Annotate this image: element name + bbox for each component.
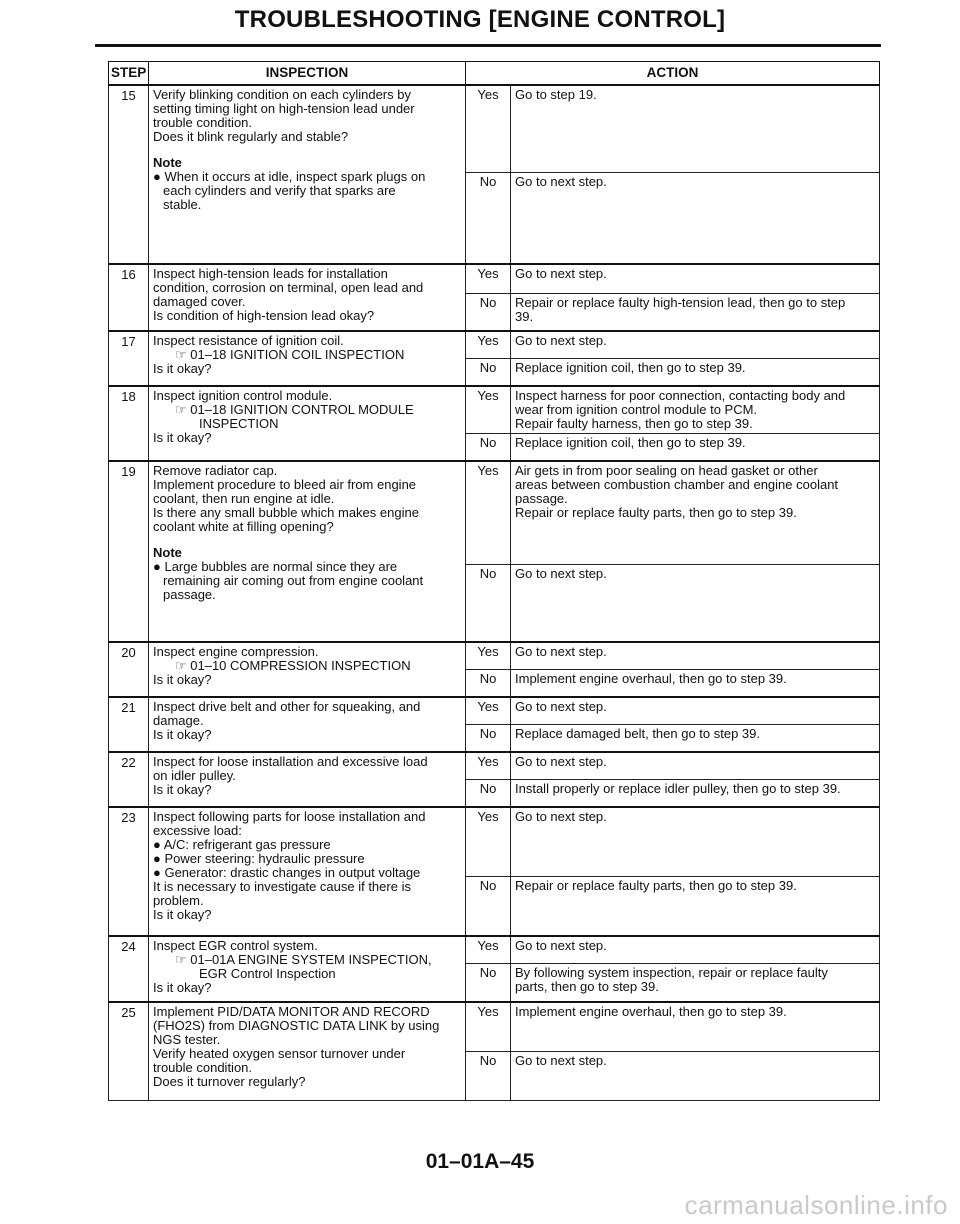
inspection-line: trouble condition. <box>153 115 253 130</box>
note-line: passage. <box>163 587 216 602</box>
inspection-line: Inspect for loose installation and excessive load <box>153 754 428 769</box>
action-line: areas between combustion chamber and engine coolant <box>515 477 839 492</box>
no-action <box>511 964 880 1003</box>
inspection-line: Inspect resistance of ignition coil. <box>153 333 344 348</box>
inspection-line: ☞ 01–18 IGNITION CONTROL MODULE <box>175 402 414 417</box>
no-label: No <box>466 565 511 643</box>
yes-label: Yes <box>466 1002 511 1052</box>
inspection-cell <box>149 936 466 1002</box>
page-number: 01–01A–45 <box>425 1150 535 1173</box>
inspection-line: ☞ 01–10 COMPRESSION INSPECTION <box>175 658 411 673</box>
inspection-cell <box>149 752 466 807</box>
table-body <box>109 85 880 1101</box>
inspection-line: NGS tester. <box>153 1032 221 1047</box>
inspection-line: Is it okay? <box>153 980 212 995</box>
inspection-cell <box>149 642 466 697</box>
step-number: 24 <box>109 936 149 1002</box>
action-line: Go to next step. <box>515 1053 607 1068</box>
no-action <box>511 670 880 698</box>
inspection-line: Is it okay? <box>153 907 212 922</box>
note-line: ● When it occurs at idle, inspect spark plugs on <box>153 169 426 184</box>
table-row <box>109 936 880 964</box>
no-label: No <box>466 877 511 937</box>
inspection-line: Inspect ignition control module. <box>153 388 333 403</box>
yes-label: Yes <box>466 697 511 725</box>
inspection-line: (FHO2S) from DIAGNOSTIC DATA LINK by using <box>153 1018 440 1033</box>
yes-action <box>511 697 880 725</box>
inspection-line: INSPECTION <box>199 416 279 431</box>
inspection-line: Inspect engine compression. <box>153 644 319 659</box>
inspection-line: ● A/C: refrigerant gas pressure <box>153 837 331 852</box>
inspection-line: Does it turnover regularly? <box>153 1074 306 1089</box>
inspection-line: Is it okay? <box>153 672 212 687</box>
no-label: No <box>466 1052 511 1101</box>
yes-action <box>511 936 880 964</box>
note-heading: Note <box>153 155 182 170</box>
inspection-line: damage. <box>153 713 204 728</box>
note-line: each cylinders and verify that sparks are <box>163 183 396 198</box>
yes-action <box>511 752 880 780</box>
step-number: 15 <box>109 85 149 264</box>
step-number: 20 <box>109 642 149 697</box>
note-line: ● Large bubbles are normal since they are <box>153 559 398 574</box>
note-line: stable. <box>163 197 202 212</box>
no-label: No <box>466 173 511 265</box>
table-row <box>109 1002 880 1052</box>
yes-label: Yes <box>466 331 511 359</box>
inspection-line: Inspect EGR control system. <box>153 938 318 953</box>
action-line: Repair faulty harness, then go to step 39. <box>515 416 753 431</box>
table-row <box>109 807 880 877</box>
action-line: Go to next step. <box>515 644 607 659</box>
table-header-row <box>109 62 880 86</box>
action-line: Go to next step. <box>515 699 607 714</box>
step-number: 22 <box>109 752 149 807</box>
no-action <box>511 877 880 937</box>
inspection-line: setting timing light on high-tension lead under <box>153 101 415 116</box>
table-row <box>109 85 880 173</box>
inspection-cell <box>149 461 466 642</box>
action-line: Replace ignition coil, then go to step 39. <box>515 360 746 375</box>
title-rule <box>95 44 881 47</box>
table-row <box>109 264 880 294</box>
yes-label: Yes <box>466 807 511 877</box>
action-line: Repair or replace faulty parts, then go to step 39. <box>515 878 797 893</box>
inspection-line: excessive load: <box>153 823 242 838</box>
no-label: No <box>466 294 511 332</box>
action-line: wear from ignition control module to PCM. <box>515 402 758 417</box>
no-label: No <box>466 964 511 1003</box>
inspection-line: damaged cover. <box>153 294 246 309</box>
action-line: Implement engine overhaul, then go to step 39. <box>515 1004 787 1019</box>
inspection-cell <box>149 697 466 752</box>
action-line: Go to next step. <box>515 809 607 824</box>
yes-label: Yes <box>466 752 511 780</box>
no-label: No <box>466 359 511 387</box>
header-step: STEP <box>109 62 149 86</box>
no-label: No <box>466 434 511 462</box>
inspection-line: ☞ 01–01A ENGINE SYSTEM INSPECTION, <box>175 952 432 967</box>
inspection-line: ☞ 01–18 IGNITION COIL INSPECTION <box>175 347 405 362</box>
inspection-line: EGR Control Inspection <box>199 966 336 981</box>
inspection-line: ● Generator: drastic changes in output voltage <box>153 865 421 880</box>
header-inspection: INSPECTION <box>149 62 466 86</box>
yes-label: Yes <box>466 461 511 565</box>
no-action <box>511 173 880 265</box>
inspection-line: Inspect drive belt and other for squeaking, and <box>153 699 421 714</box>
inspection-line: Implement procedure to bleed air from engine <box>153 477 417 492</box>
action-line: Repair or replace faulty high-tension lead, then go to step <box>515 295 846 310</box>
inspection-cell <box>149 1002 466 1101</box>
no-action <box>511 565 880 643</box>
yes-action <box>511 461 880 565</box>
step-number: 16 <box>109 264 149 331</box>
yes-action <box>511 642 880 670</box>
action-line: passage. <box>515 491 568 506</box>
inspection-line: on idler pulley. <box>153 768 236 783</box>
step-number: 23 <box>109 807 149 936</box>
table-row <box>109 697 880 725</box>
inspection-line: Is condition of high-tension lead okay? <box>153 308 375 323</box>
inspection-cell <box>149 386 466 461</box>
inspection-line: Is it okay? <box>153 782 212 797</box>
inspection-cell <box>149 85 466 264</box>
table-row <box>109 752 880 780</box>
action-line: Go to next step. <box>515 938 607 953</box>
inspection-line: coolant, then run engine at idle. <box>153 491 335 506</box>
inspection-line: Is it okay? <box>153 727 212 742</box>
note-line: remaining air coming out from engine coolant <box>163 573 424 588</box>
action-line: Go to next step. <box>515 333 607 348</box>
yes-action <box>511 331 880 359</box>
page-title: TROUBLESHOOTING [ENGINE CONTROL] <box>234 6 726 33</box>
inspection-cell <box>149 807 466 936</box>
inspection-line: ● Power steering: hydraulic pressure <box>153 851 365 866</box>
yes-action <box>511 264 880 294</box>
header-action: ACTION <box>466 62 880 86</box>
yes-action <box>511 807 880 877</box>
action-line: By following system inspection, repair or replace faulty <box>515 965 828 980</box>
no-action <box>511 434 880 462</box>
table-row <box>109 331 880 359</box>
table-row <box>109 642 880 670</box>
yes-label: Yes <box>466 264 511 294</box>
action-line: Replace ignition coil, then go to step 39. <box>515 435 746 450</box>
inspection-cell <box>149 331 466 386</box>
inspection-line: Is it okay? <box>153 430 212 445</box>
action-line: parts, then go to step 39. <box>515 979 659 994</box>
no-action <box>511 1052 880 1101</box>
table-row <box>109 461 880 565</box>
yes-label: Yes <box>466 642 511 670</box>
action-line: Install properly or replace idler pulley, then go to step 39. <box>515 781 841 796</box>
table-row <box>109 386 880 434</box>
no-action <box>511 780 880 808</box>
yes-label: Yes <box>466 386 511 434</box>
inspection-line: Does it blink regularly and stable? <box>153 129 349 144</box>
inspection-line: It is necessary to investigate cause if there is <box>153 879 411 894</box>
inspection-line: trouble condition. <box>153 1060 253 1075</box>
yes-action <box>511 85 880 173</box>
no-action <box>511 725 880 753</box>
no-label: No <box>466 780 511 808</box>
inspection-cell <box>149 264 466 331</box>
no-label: No <box>466 670 511 698</box>
note-heading: Note <box>153 545 182 560</box>
step-number: 18 <box>109 386 149 461</box>
yes-label: Yes <box>466 936 511 964</box>
action-line: Go to next step. <box>515 266 607 281</box>
inspection-line: Is there any small bubble which makes engine <box>153 505 419 520</box>
yes-action <box>511 1002 880 1052</box>
no-label: No <box>466 725 511 753</box>
yes-label: Yes <box>466 85 511 173</box>
action-line: 39. <box>515 309 534 324</box>
inspection-line: coolant white at filling opening? <box>153 519 334 534</box>
inspection-line: Is it okay? <box>153 361 212 376</box>
yes-action <box>511 386 880 434</box>
inspection-line: Verify heated oxygen sensor turnover under <box>153 1046 406 1061</box>
no-action <box>511 359 880 387</box>
step-number: 21 <box>109 697 149 752</box>
no-action <box>511 294 880 332</box>
step-number: 25 <box>109 1002 149 1101</box>
inspection-line: Inspect high-tension leads for installation <box>153 266 388 281</box>
action-line: Go to next step. <box>515 754 607 769</box>
action-line: Implement engine overhaul, then go to step 39. <box>515 671 787 686</box>
inspection-line: condition, corrosion on terminal, open lead and <box>153 280 424 295</box>
inspection-line: Inspect following parts for loose installation and <box>153 809 426 824</box>
action-line: Go to next step. <box>515 566 607 581</box>
action-line: Air gets in from poor sealing on head gasket or other <box>515 463 818 478</box>
action-line: Go to next step. <box>515 174 607 189</box>
watermark: carmanualsonline.info <box>684 1190 948 1220</box>
action-line: Go to step 19. <box>515 87 597 102</box>
inspection-line: Implement PID/DATA MONITOR AND RECORD <box>153 1004 430 1019</box>
step-number: 19 <box>109 461 149 642</box>
action-line: Repair or replace faulty parts, then go to step 39. <box>515 505 797 520</box>
inspection-line: Remove radiator cap. <box>153 463 278 478</box>
inspection-line: Verify blinking condition on each cylinders by <box>153 87 411 102</box>
step-number: 17 <box>109 331 149 386</box>
action-line: Replace damaged belt, then go to step 39. <box>515 726 761 741</box>
action-line: Inspect harness for poor connection, contacting body and <box>515 388 846 403</box>
troubleshooting-table <box>108 61 880 1101</box>
inspection-line: problem. <box>153 893 204 908</box>
